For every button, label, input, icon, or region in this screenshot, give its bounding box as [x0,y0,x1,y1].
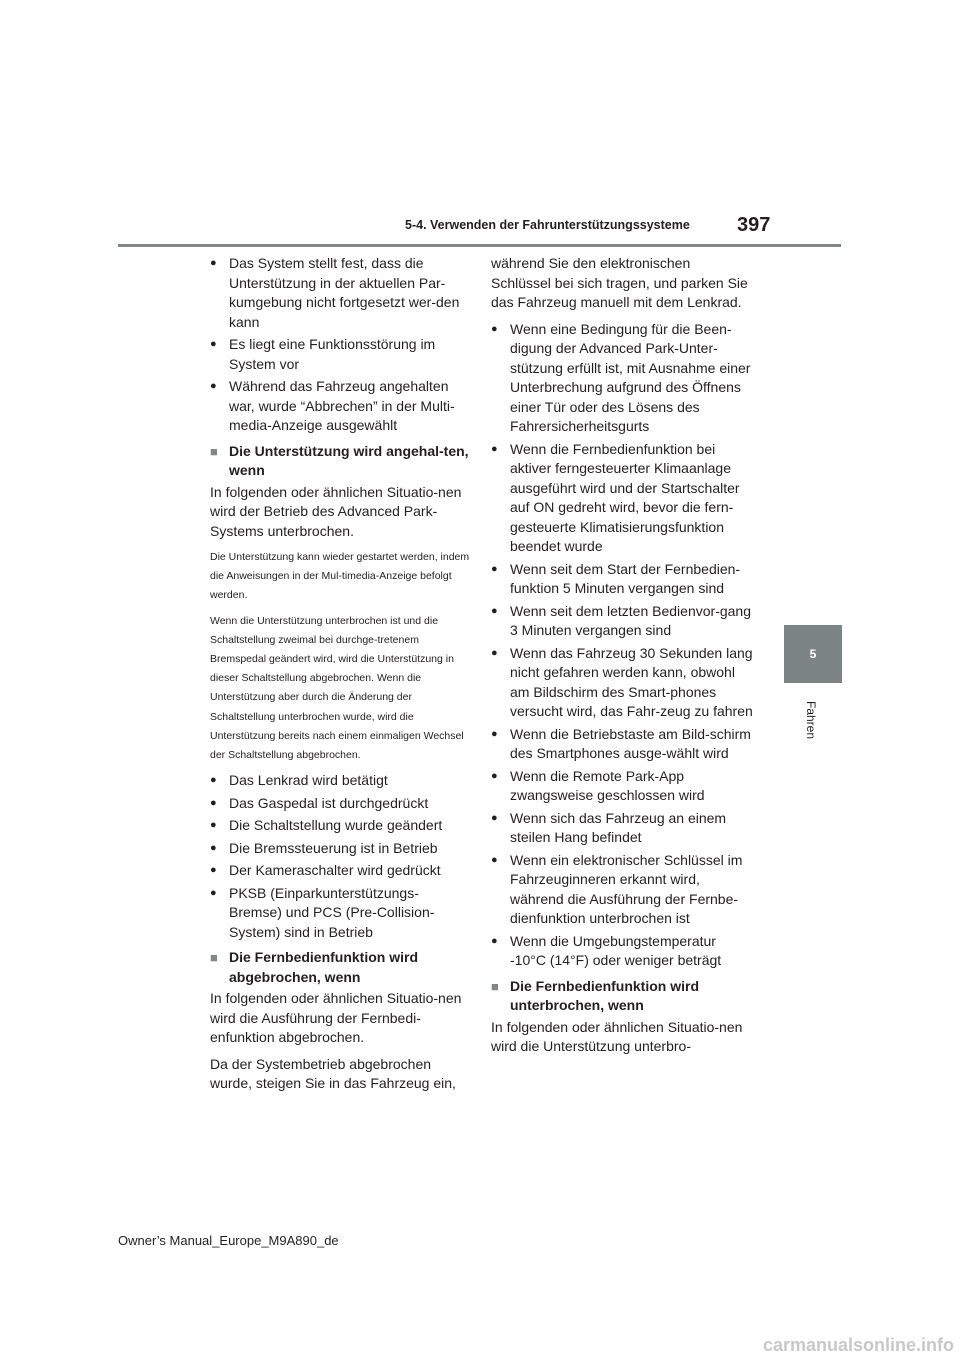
list-item: ● Wenn die Betriebstaste am Bild-schirm des Smartphones ausge-wählt wird [491,725,753,764]
list-item: ● Die Bremssteuerung ist in Betrieb [210,839,470,859]
list-item: ● Während das Fahrzeug angehalten war, wurde “Abbrechen” in der Multi-media-Anzeige ausgewählt [210,377,470,436]
bullet-icon: ● [210,338,217,350]
bullet-icon: ● [210,796,217,809]
list-item: ● Wenn ein elektronischer Schlüssel im Fahrzeuginneren erkannt wird, während die Ausführung der Fernbe-dienfunktion unterbrochen ist [491,851,753,929]
chapter-number: 5 [809,647,817,661]
chapter-label-text: Fahren [804,700,818,740]
list-item: ● Es liegt eine Funktionsstörung im System vor [210,335,470,374]
bullet-icon: ● [210,380,217,392]
bullet-icon: ● [491,322,498,335]
bullet-icon: ● [491,646,498,659]
chapter-label [788,690,834,750]
list-item: ● Wenn die Remote Park-App zwangsweise geschlossen wird [491,767,753,806]
bullet-icon: ● [210,841,217,854]
bullet-icon: ● [210,257,217,269]
list-item: ● Der Kameraschalter wird gedrückt [210,861,470,881]
header-divider [118,244,841,247]
paragraph: In folgenden oder ähnlichen Situatio-nen wird die Unterstützung unterbro- [491,1018,743,1054]
list-item: ● Wenn eine Bedingung für die Been-digung der Advanced Park-Unter-stützung erfüllt ist, mit Ausnahme einer Unterbrechung aufgrund des Öffnens einer Tür oder des Lösens des Fahrersicherheitsgurts [491,320,753,437]
bullet-icon: ● [491,934,498,947]
list-item: ● Die Schaltstellung wurde geändert [210,816,470,836]
footer-text: Owner’s Manual_Europe_M9A890_de [118,1233,339,1248]
list-item: ● Wenn seit dem letzten Bedienvor-gang 3 Minuten vergangen sind [491,602,753,641]
left-column [210,254,470,1101]
paragraph: während Sie den elektronischen Schlüssel bei sich tragen, und parken Sie das Fahrzeug manuell mit dem Lenkrad. [491,255,748,310]
square-marker-icon: ■ [210,443,218,459]
paragraph: Da der Systembetrieb abgebrochen wurde, steigen Sie in das Fahrzeug ein, [210,1055,456,1092]
right-column [491,254,753,1064]
note-text: Wenn die Unterstützung unterbrochen ist und die Schaltstellung zweimal bei durchge-tretenem Bremspedal geändert wird, wird die Unterstützung in dieser Schaltstellung abgebrochen. Wenn die Unterstützung aber durch die Änderung der Schaltstellung unterbrochen wurde, wird die Unterstützung bereits nach einem einmaligen Wechsel der Schaltstellung abgebrochen. [210,614,464,762]
list-item: ● Wenn das Fahrzeug 30 Sekunden lang nicht gefahren werden kann, obwohl am Bildschirm des Smart-phones versucht wird, das Fahr-zeug zu fahren [491,644,753,722]
section-title: 5-4. Verwenden der Fahrunterstützungssysteme [405,218,690,232]
bullet-icon: ● [491,853,498,866]
watermark-logo: carmanualsonline.info [762,1335,954,1355]
bullet-icon: ● [491,769,498,782]
bullet-icon: ● [491,727,498,740]
list-item: ● Wenn die Umgebungstemperatur -10°C (14°F) oder weniger beträgt [491,932,753,971]
bullet-icon: ● [210,864,217,877]
bullet-icon: ● [491,604,498,617]
list-item: ● Das System stellt fest, dass die Unterstützung in der aktuellen Par-kumgebung nicht fortgesetzt wer-den kann [210,254,470,332]
list-item: ● Wenn sich das Fahrzeug an einem steilen Hang befindet [491,809,753,848]
bullet-icon: ● [491,442,498,455]
section-heading: ■ Die Fernbedienfunktion wird abgebrochen, wenn [210,948,470,987]
page-number: 397 [737,214,771,236]
list-item: ● Das Gaspedal ist durchgedrückt [210,794,470,814]
square-marker-icon: ■ [491,978,499,994]
note-text: Die Unterstützung kann wieder gestartet werden, indem die Anweisungen in der Mul-timedia-Anzeige befolgt werden. [210,551,470,602]
paragraph: In folgenden oder ähnlichen Situatio-nen wird die Ausführung der Fernbedi-enfunktion abgebrochen. [210,990,462,1046]
section-heading: ■ Die Fernbedienfunktion wird unterbrochen, wenn [491,977,753,1016]
list-item: ● Das Lenkrad wird betätigt [210,771,470,791]
bullet-icon: ● [491,562,498,575]
list-item: ● PKSB (Einparkunterstützungs-Bremse) und PCS (Pre-Collision-System) sind in Betrieb [210,884,470,943]
bullet-icon: ● [210,819,217,832]
square-marker-icon: ■ [210,950,218,966]
bullet-icon: ● [491,811,498,824]
paragraph: In folgenden oder ähnlichen Situatio-nen wird der Betrieb des Advanced Park-Systems unterbrochen. [210,483,462,539]
list-item: ● Wenn die Fernbedienfunktion bei aktiver ferngesteuerter Klimaanlage ausgeführt wird und der Startschalter auf ON gedreht wird, bevor die fern-gesteuerte Klimatisierungsfunktion beendet wurde [491,440,753,557]
chapter-tab [784,625,842,683]
bullet-icon: ● [210,774,217,787]
list-item: ● Wenn seit dem Start der Fernbedien-funktion 5 Minuten vergangen sind [491,560,753,599]
section-heading: ■ Die Unterstützung wird angehal-ten, wenn [210,442,470,481]
bullet-icon: ● [210,886,217,899]
